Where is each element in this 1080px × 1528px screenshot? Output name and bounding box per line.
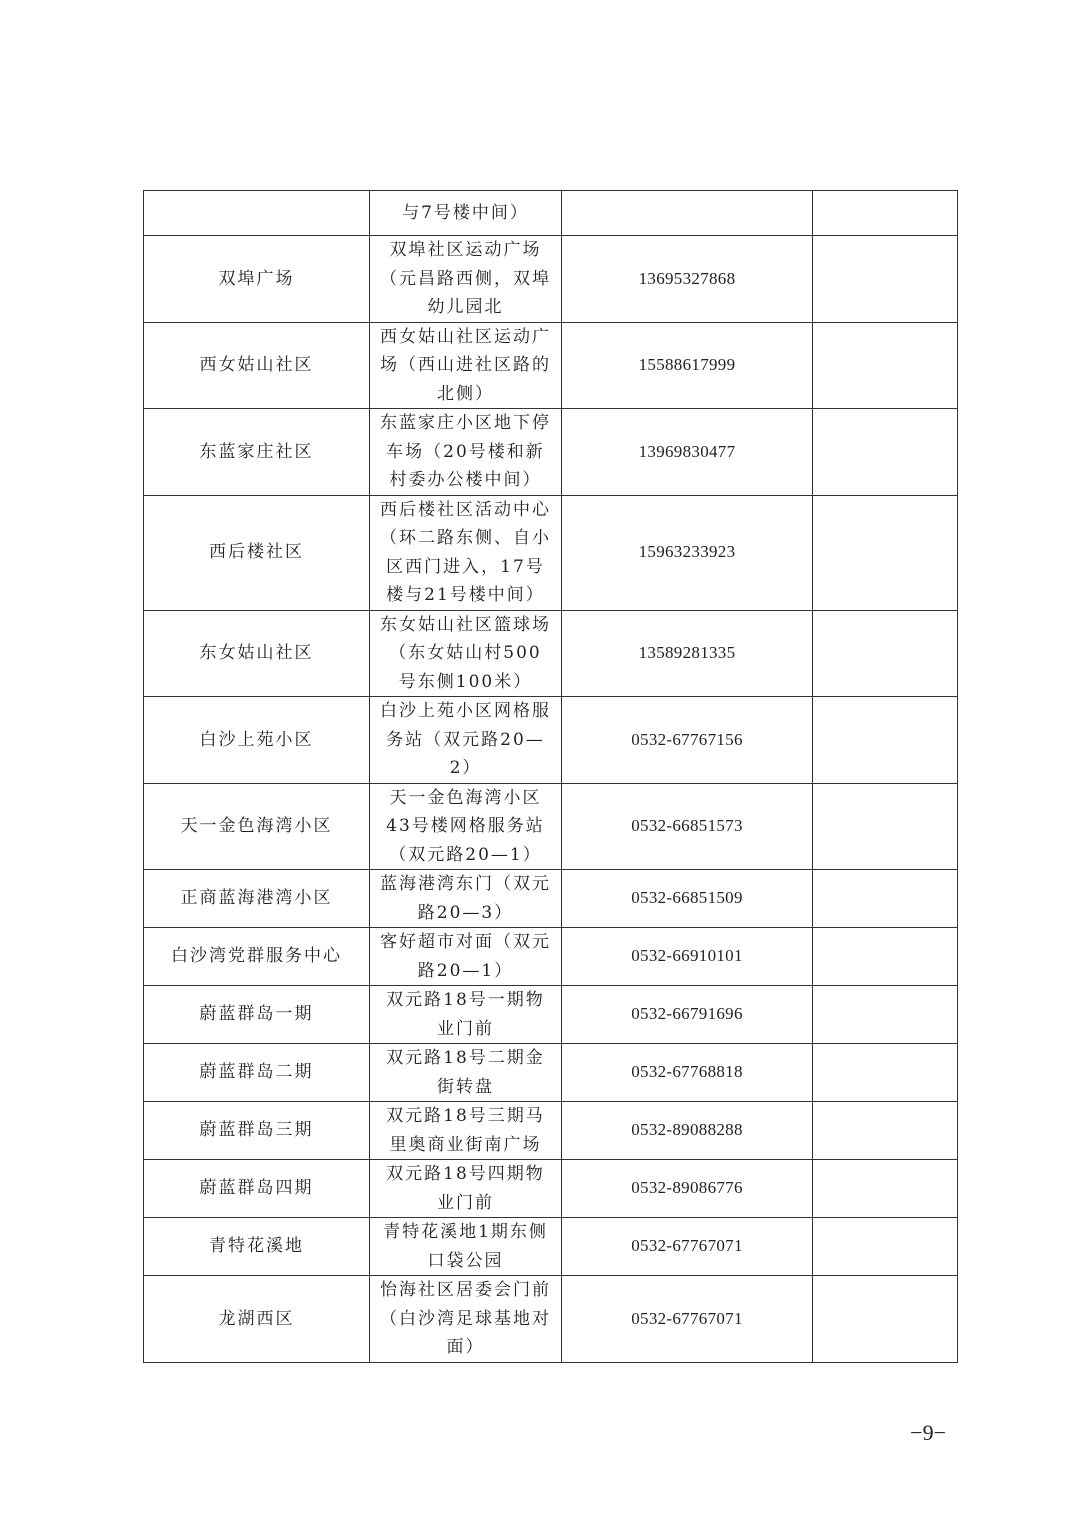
site-name-cell: 青特花溪地 [144, 1218, 370, 1276]
table-row [144, 1102, 958, 1160]
site-note-cell [813, 1218, 958, 1276]
site-name-cell: 西后楼社区 [144, 495, 370, 610]
site-name-cell: 蔚蓝群岛二期 [144, 1044, 370, 1102]
site-name-cell: 双埠广场 [144, 236, 370, 323]
table-body [144, 191, 958, 1363]
site-phone-cell: 0532-89086776 [562, 1160, 813, 1218]
site-note-cell [813, 697, 958, 784]
table-row [144, 986, 958, 1044]
site-address-cell: 东蓝家庄小区地下停车场（20号楼和新村委办公楼中间） [370, 409, 562, 496]
site-address-cell: 怡海社区居委会门前（白沙湾足球基地对面） [370, 1276, 562, 1363]
site-address-cell: 东女姑山社区篮球场（东女姑山村500号东侧100米） [370, 610, 562, 697]
site-note-cell [813, 783, 958, 870]
site-note-cell [813, 1276, 958, 1363]
table-row [144, 409, 958, 496]
site-address-cell: 西女姑山社区运动广场（西山进社区路的北侧） [370, 322, 562, 409]
site-note-cell [813, 870, 958, 928]
site-note-cell [813, 610, 958, 697]
site-phone-cell: 0532-67767156 [562, 697, 813, 784]
site-address-cell: 双元路18号三期马里奥商业街南广场 [370, 1102, 562, 1160]
site-name-cell: 龙湖西区 [144, 1276, 370, 1363]
table-row [144, 1160, 958, 1218]
table-row [144, 928, 958, 986]
site-phone-cell: 0532-89088288 [562, 1102, 813, 1160]
page-number: −9− [910, 1420, 946, 1445]
site-address-cell: 西后楼社区活动中心（环二路东侧、自小区西门进入，17号楼与21号楼中间） [370, 495, 562, 610]
site-phone-cell: 13969830477 [562, 409, 813, 496]
site-note-cell [813, 986, 958, 1044]
site-phone-cell: 0532-66791696 [562, 986, 813, 1044]
site-address-cell: 双埠社区运动广场（元昌路西侧，双埠幼儿园北 [370, 236, 562, 323]
site-phone-cell: 15963233923 [562, 495, 813, 610]
site-address-cell: 双元路18号四期物业门前 [370, 1160, 562, 1218]
site-phone-cell: 13589281335 [562, 610, 813, 697]
site-phone-cell: 0532-66851573 [562, 783, 813, 870]
site-name-cell: 天一金色海湾小区 [144, 783, 370, 870]
site-note-cell [813, 495, 958, 610]
site-phone-cell [562, 191, 813, 236]
site-name-cell: 正商蓝海港湾小区 [144, 870, 370, 928]
site-phone-cell: 0532-67767071 [562, 1218, 813, 1276]
site-address-cell: 双元路18号二期金街转盘 [370, 1044, 562, 1102]
site-note-cell [813, 322, 958, 409]
table-row [144, 191, 958, 236]
table-row [144, 322, 958, 409]
site-note-cell [813, 928, 958, 986]
site-name-cell: 东蓝家庄社区 [144, 409, 370, 496]
table-row [144, 783, 958, 870]
table-row [144, 697, 958, 784]
table-row [144, 495, 958, 610]
site-address-cell: 天一金色海湾小区43号楼网格服务站（双元路20—1） [370, 783, 562, 870]
site-address-cell: 白沙上苑小区网格服务站（双元路20—2） [370, 697, 562, 784]
site-address-cell: 青特花溪地1期东侧口袋公园 [370, 1218, 562, 1276]
site-name-cell: 西女姑山社区 [144, 322, 370, 409]
table-row [144, 610, 958, 697]
site-note-cell [813, 236, 958, 323]
table-row [144, 236, 958, 323]
table-row [144, 1276, 958, 1363]
site-note-cell [813, 409, 958, 496]
site-name-cell: 蔚蓝群岛三期 [144, 1102, 370, 1160]
site-note-cell [813, 1102, 958, 1160]
site-note-cell [813, 191, 958, 236]
site-address-cell: 客好超市对面（双元路20—1） [370, 928, 562, 986]
site-note-cell [813, 1044, 958, 1102]
site-phone-cell: 0532-67767071 [562, 1276, 813, 1363]
site-name-cell [144, 191, 370, 236]
site-note-cell [813, 1160, 958, 1218]
site-name-cell: 蔚蓝群岛四期 [144, 1160, 370, 1218]
site-phone-cell: 13695327868 [562, 236, 813, 323]
site-name-cell: 东女姑山社区 [144, 610, 370, 697]
site-table [143, 190, 958, 1363]
site-phone-cell: 0532-66910101 [562, 928, 813, 986]
site-phone-cell: 0532-67768818 [562, 1044, 813, 1102]
table-row [144, 1044, 958, 1102]
site-phone-cell: 15588617999 [562, 322, 813, 409]
table-row [144, 870, 958, 928]
site-name-cell: 蔚蓝群岛一期 [144, 986, 370, 1044]
site-name-cell: 白沙湾党群服务中心 [144, 928, 370, 986]
site-address-cell: 与7号楼中间） [370, 191, 562, 236]
table-row [144, 1218, 958, 1276]
site-address-cell: 双元路18号一期物业门前 [370, 986, 562, 1044]
site-phone-cell: 0532-66851509 [562, 870, 813, 928]
site-address-cell: 蓝海港湾东门（双元路20—3） [370, 870, 562, 928]
site-name-cell: 白沙上苑小区 [144, 697, 370, 784]
